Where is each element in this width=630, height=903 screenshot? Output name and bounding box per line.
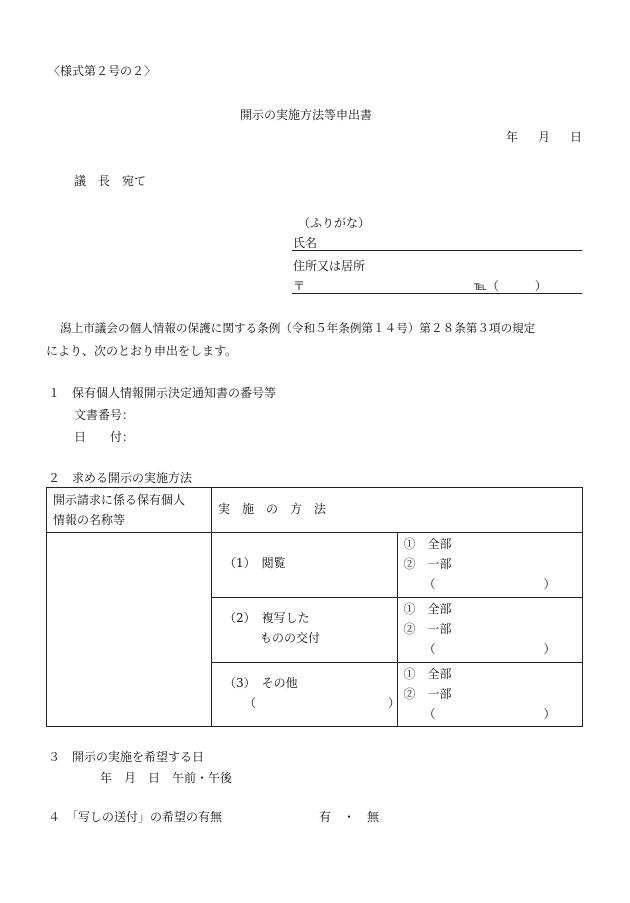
applicant-address-line	[292, 293, 582, 294]
header-right-cell	[212, 488, 583, 533]
applicant-name-line	[292, 250, 582, 251]
section1-heading: １ 保有個人情報開示決定通知書の番号等	[48, 386, 277, 400]
method-1-cell	[212, 533, 398, 598]
section4-choice[interactable]: 有 ・ 無	[319, 810, 380, 824]
date-day: 日	[570, 130, 583, 144]
section1-doc-no: 文書番号：	[74, 408, 135, 422]
method-3-part-detail[interactable]: （ ）	[423, 707, 556, 721]
method-2-part-detail[interactable]: （ ）	[423, 642, 556, 656]
method-1-part-option[interactable]: ② 一部	[403, 557, 452, 571]
method-1-options	[397, 533, 583, 598]
method-2-all-option[interactable]: ① 全部	[403, 602, 452, 616]
method-3-part-option[interactable]: ② 一部	[403, 687, 452, 701]
method-table	[46, 487, 583, 727]
applicant-furigana: （ふりがな）	[298, 216, 371, 230]
header-left-line-2: 情報の名称等	[53, 513, 126, 527]
applicant-name-label: 氏名	[293, 236, 318, 250]
header-left-line-1: 開示請求に係る保有個人	[53, 493, 186, 507]
header-left-cell	[47, 488, 212, 533]
applicant-postal-label: 〒	[293, 279, 306, 293]
intro-line-2: により、次のとおり申出をします。	[46, 344, 238, 358]
section3-date-value[interactable]: 年 月 日 午前・午後	[100, 771, 233, 785]
section1-date: 日 付：	[74, 430, 135, 444]
applicant-tel-label: ℡（ ）	[474, 279, 547, 293]
method-1-label: （1） 閲覧	[224, 556, 286, 570]
method-2-label-line-2: ものの交付	[224, 631, 321, 645]
method-2-cell	[212, 598, 398, 663]
section2-heading: ２ 求める開示の実施方法	[48, 471, 193, 485]
method-3-label: （3） その他	[224, 676, 298, 690]
method-1-all-option[interactable]: ① 全部	[403, 537, 452, 551]
info-name-cell[interactable]	[47, 533, 212, 727]
method-2-part-option[interactable]: ② 一部	[403, 622, 452, 636]
intro-line-1: 潟上市議会の個人情報の保護に関する条例（令和５年条例第１４号）第２８条第３項の規定	[60, 321, 536, 335]
section4-heading: ４ 「写しの送付」の希望の有無	[48, 810, 223, 824]
form-number: 〈様式第２号の２〉	[48, 64, 157, 78]
date-month: 月	[538, 130, 551, 144]
section3-heading: ３ 開示の実施を希望する日	[48, 750, 205, 764]
method-2-options	[397, 598, 583, 663]
method-3-all-option[interactable]: ① 全部	[403, 667, 452, 681]
method-2-label-line-1: （2） 複写した	[224, 611, 310, 625]
method-3-paren[interactable]: （ ）	[244, 696, 401, 710]
addressee: 議 長 宛て	[74, 174, 147, 188]
method-1-part-detail[interactable]: （ ）	[423, 577, 556, 591]
method-3-cell	[212, 663, 401, 727]
header-right-label: 実 施 の 方 法	[218, 502, 327, 516]
date-year: 年	[506, 130, 519, 144]
method-3-options	[397, 663, 583, 727]
applicant-address-label: 住所又は居所	[293, 259, 366, 273]
document-title: 開示の実施方法等申出書	[240, 108, 373, 122]
